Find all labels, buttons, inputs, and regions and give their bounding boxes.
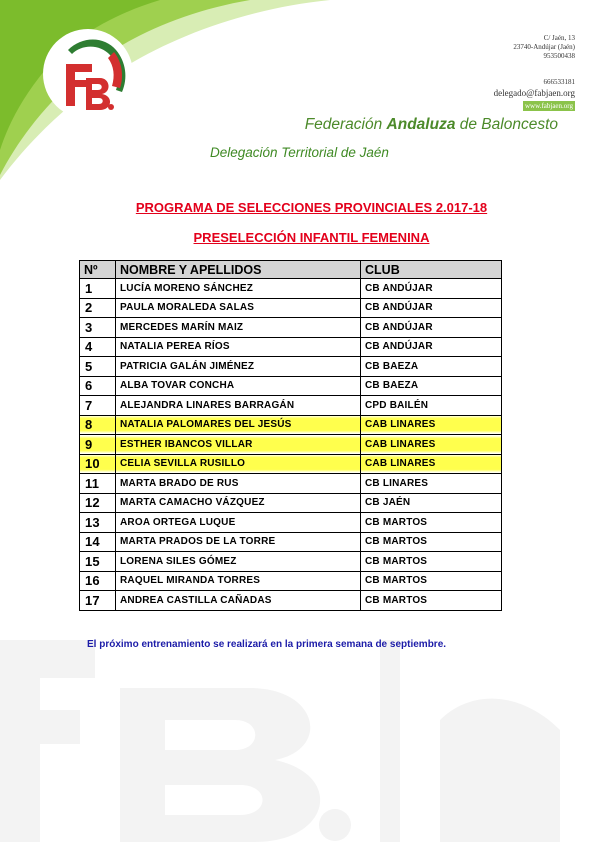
- row-club: CB MARTOS: [361, 532, 502, 552]
- city-line: 23740-Andújar (Jaén): [513, 43, 575, 51]
- row-player-name: MARTA CAMACHO VÁZQUEZ: [116, 493, 361, 513]
- row-number: 5: [80, 357, 116, 377]
- row-club: CB ANDÚJAR: [361, 337, 502, 357]
- table-row: [80, 376, 502, 396]
- phone-line: 953500438: [543, 52, 575, 60]
- logo-watermark: [0, 600, 595, 842]
- row-club: CAB LINARES: [361, 454, 502, 474]
- row-player-name: RAQUEL MIRANDA TORRES: [116, 571, 361, 591]
- row-club: CB BAEZA: [361, 357, 502, 377]
- row-player-name: ESTHER IBANCOS VILLAR: [116, 435, 361, 455]
- table-row: [80, 279, 502, 299]
- header-number: Nº: [80, 261, 116, 279]
- row-club: CPD BAILÉN: [361, 396, 502, 416]
- row-player-name: CELIA SEVILLA RUSILLO: [116, 454, 361, 474]
- row-number: 4: [80, 337, 116, 357]
- row-number: 1: [80, 279, 116, 299]
- table-row: [80, 357, 502, 377]
- program-title: PROGRAMA DE SELECCIONES PROVINCIALES 2.017-18: [135, 200, 488, 215]
- row-player-name: ALEJANDRA LINARES BARRAGÁN: [116, 396, 361, 416]
- row-club: CB MARTOS: [361, 591, 502, 611]
- table-row: [80, 493, 502, 513]
- website-link[interactable]: www.fabjaen.org: [524, 102, 573, 110]
- email-link[interactable]: delegado@fabjaen.org: [493, 88, 575, 98]
- row-number: 6: [80, 376, 116, 396]
- row-number: 14: [80, 532, 116, 552]
- row-number: 9: [80, 435, 116, 455]
- row-number: 15: [80, 552, 116, 572]
- row-player-name: MERCEDES MARÍN MAIZ: [116, 318, 361, 338]
- row-player-name: MARTA PRADOS DE LA TORRE: [116, 532, 361, 552]
- table-row: [80, 552, 502, 572]
- table-row: [80, 298, 502, 318]
- row-club: CB MARTOS: [361, 552, 502, 572]
- row-number: 8: [80, 415, 116, 435]
- row-player-name: LORENA SILES GÓMEZ: [116, 552, 361, 572]
- row-club: CAB LINARES: [361, 435, 502, 455]
- row-player-name: ALBA TOVAR CONCHA: [116, 376, 361, 396]
- table-row: [80, 396, 502, 416]
- row-club: CB MARTOS: [361, 571, 502, 591]
- row-club: CAB LINARES: [361, 415, 502, 435]
- table-row: [80, 337, 502, 357]
- row-club: CB JAÉN: [361, 493, 502, 513]
- preselection-table: [79, 260, 502, 611]
- row-club: CB ANDÚJAR: [361, 318, 502, 338]
- table-row: [80, 454, 502, 474]
- header-club: CLUB: [361, 261, 502, 279]
- federation-name: Federación Andaluza de Baloncesto: [304, 116, 558, 133]
- table-row: [80, 415, 502, 435]
- table-row: [80, 591, 502, 611]
- table-row: [80, 318, 502, 338]
- row-club: CB MARTOS: [361, 513, 502, 533]
- row-player-name: NATALIA PEREA RÍOS: [116, 337, 361, 357]
- row-club: CB ANDÚJAR: [361, 298, 502, 318]
- row-number: 17: [80, 591, 116, 611]
- row-number: 10: [80, 454, 116, 474]
- row-number: 13: [80, 513, 116, 533]
- table-row: [80, 532, 502, 552]
- table-row: [80, 513, 502, 533]
- row-club: CB ANDÚJAR: [361, 279, 502, 299]
- row-player-name: PAULA MORALEDA SALAS: [116, 298, 361, 318]
- row-player-name: AROA ORTEGA LUQUE: [116, 513, 361, 533]
- row-number: 16: [80, 571, 116, 591]
- row-player-name: NATALIA PALOMARES DEL JESÚS: [116, 415, 361, 435]
- row-player-name: LUCÍA MORENO SÁNCHEZ: [116, 279, 361, 299]
- training-notice: El próximo entrenamiento se realizará en la primera semana de septiembre.: [87, 639, 447, 650]
- row-number: 11: [80, 474, 116, 494]
- table-header-row: [80, 261, 502, 279]
- address-line: C/ Jaén, 13: [543, 34, 575, 42]
- table-body: [80, 279, 502, 611]
- row-number: 2: [80, 298, 116, 318]
- row-club: CB LINARES: [361, 474, 502, 494]
- contact-block: [494, 34, 575, 111]
- row-number: 3: [80, 318, 116, 338]
- row-player-name: MARTA BRADO DE RUS: [116, 474, 361, 494]
- document-subtitle: PRESELECCIÓN INFANTIL FEMENINA: [193, 230, 430, 245]
- row-player-name: PATRICIA GALÁN JIMÉNEZ: [116, 357, 361, 377]
- row-club: CB BAEZA: [361, 376, 502, 396]
- table-row: [80, 474, 502, 494]
- table-row: [80, 435, 502, 455]
- mobile-line: 666533181: [543, 78, 575, 86]
- header-name: NOMBRE Y APELLIDOS: [116, 261, 361, 279]
- federation-logo: [42, 28, 134, 120]
- row-number: 7: [80, 396, 116, 416]
- row-number: 12: [80, 493, 116, 513]
- delegation-name: Delegación Territorial de Jaén: [210, 145, 389, 160]
- table-row: [80, 571, 502, 591]
- row-player-name: ANDREA CASTILLA CAÑADAS: [116, 591, 361, 611]
